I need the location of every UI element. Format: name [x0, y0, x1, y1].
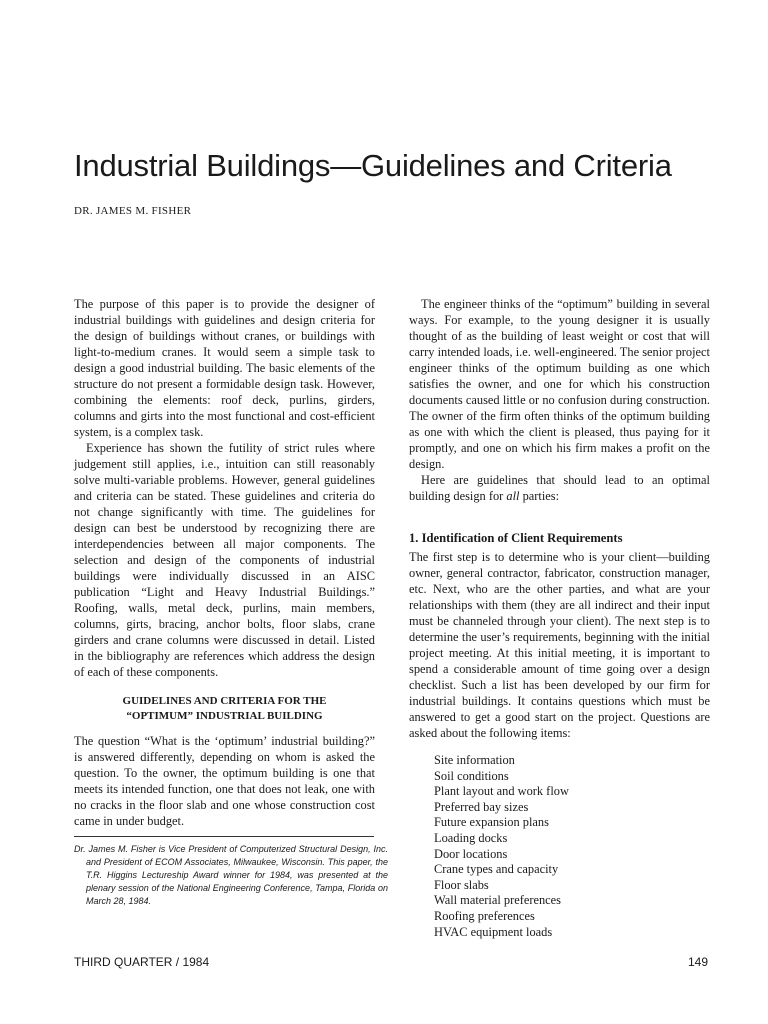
optimum-question-paragraph: The question “What is the ‘optimum’ industrial building?” is answered differently, depending on whom is asked the question. To the owner, the optimum building is one that meets its intended function, one that does not leak, one with no cracks in the floor slab and one whose construction cost came in under budget.: [74, 734, 375, 828]
list-item: Roofing preferences: [434, 908, 535, 923]
list-item: Future expansion plans: [434, 815, 549, 830]
list-item: Loading docks: [434, 830, 508, 845]
list-item: Floor slabs: [434, 877, 489, 892]
section-heading-line-1: GUIDELINES AND CRITERIA FOR THE: [122, 695, 327, 707]
list-item: Door locations: [434, 846, 508, 861]
footnote-divider: [74, 836, 374, 837]
left-column: [74, 296, 375, 829]
list-item: Site information: [434, 753, 515, 767]
list-item: HVAC equipment loads: [434, 924, 553, 939]
issue-footer: THIRD QUARTER / 1984: [74, 955, 210, 969]
section-heading-line-2: “OPTIMUM” INDUSTRIAL BUILDING: [126, 710, 323, 722]
guidelines-intro-end: parties:: [519, 489, 560, 503]
guidelines-intro-paragraph: [409, 472, 710, 504]
right-column: [409, 296, 710, 940]
section-heading-guidelines: [74, 694, 375, 724]
guidelines-intro-emphasis: all: [506, 489, 520, 503]
list-item: Plant layout and work flow: [434, 784, 569, 799]
list-item: Wall material preferences: [434, 893, 561, 908]
engineer-paragraph: The engineer thinks of the “optimum” building in several ways. For example, to the young designer it is usually thought of as the building of least weight or cost that will carry intended loads, i.e. well-engineered. The senior project engineer thinks of the optimum building as one which satisfies the owner, and one for which his construction documents caused little or no confusion during construction. The owner of the firm often thinks of the optimum building as one with which the client is pleased, thus paying for it promptly, and one on which his firm makes a profit on the design.: [409, 297, 710, 471]
author-byline: DR. JAMES M. FISHER: [74, 205, 192, 217]
list-item: Preferred bay sizes: [434, 799, 529, 814]
client-paragraph: The first step is to determine who is your client—building owner, general contractor, fabricator, construction manager, etc. Next, who are the other parties, and what are your relationships with them (they are all indirect and their input must be channeled through your client). The next step is to determine the user’s requirements, beginning with the initial project meeting. At this initial meeting, it is important to spend a considerable amount of time going over a design checklist. Such a list has been developed by our firm for industrial buildings. It contains questions which must be answered to get a good start on the project. Questions are asked about the following items:: [409, 550, 710, 740]
page-number: 149: [687, 955, 708, 969]
list-item: Soil conditions: [434, 768, 509, 783]
intro-paragraph: The purpose of this paper is to provide the designer of industrial buildings with guidelines and design criteria for the design of buildings without cranes, or buildings with light-to-medium cranes. It would seem a simple task to design a good industrial building. The basic elements of the structure do not present a formidable design task. However, combining the elements: roof deck, purlins, girders, columns and girts into the most functional and cost-efficient system, is a complex task.: [74, 297, 375, 439]
guidelines-intro-text: Here are guidelines that should lead to an optimal building design for: [409, 473, 710, 503]
list-item: Crane types and capacity: [434, 862, 559, 877]
article-title: Industrial Buildings—Guidelines and Criteria: [74, 148, 672, 183]
subheading-client-requirements: 1. Identification of Client Requirements: [409, 531, 623, 545]
author-footnote: Dr. James M. Fisher is Vice President of Computerized Structural Design, Inc. and President of ECOM Associates, Milwaukee, Wisconsin. This paper, the T.R. Higgins Lectureship Award winner for 1984, was presented at the plenary session of the National Engineering Conference, Tampa, Florida on March 28, 1984.: [74, 844, 388, 906]
experience-paragraph: Experience has shown the futility of strict rules where judgement still applies, i.e., intuition can still reasonably solve multi-variable problems. However, general guidelines and criteria can be stated. These guidelines and criteria do not change significantly with time. The guidelines for design can best be understood by recognizing there are interdependencies between all major components. The selection and design of the components of industrial buildings were individually discussed in an AISC publication “Light and Heavy Industrial Buildings.” Roofing, walls, metal deck, purlins, main members, columns, girts, bracing, anchor bolts, floor slabs, crane girders and crane columns were discussed in detail. Listed in the bibliography are references which address the design of each of these components.: [74, 441, 375, 679]
checklist: [434, 753, 710, 940]
